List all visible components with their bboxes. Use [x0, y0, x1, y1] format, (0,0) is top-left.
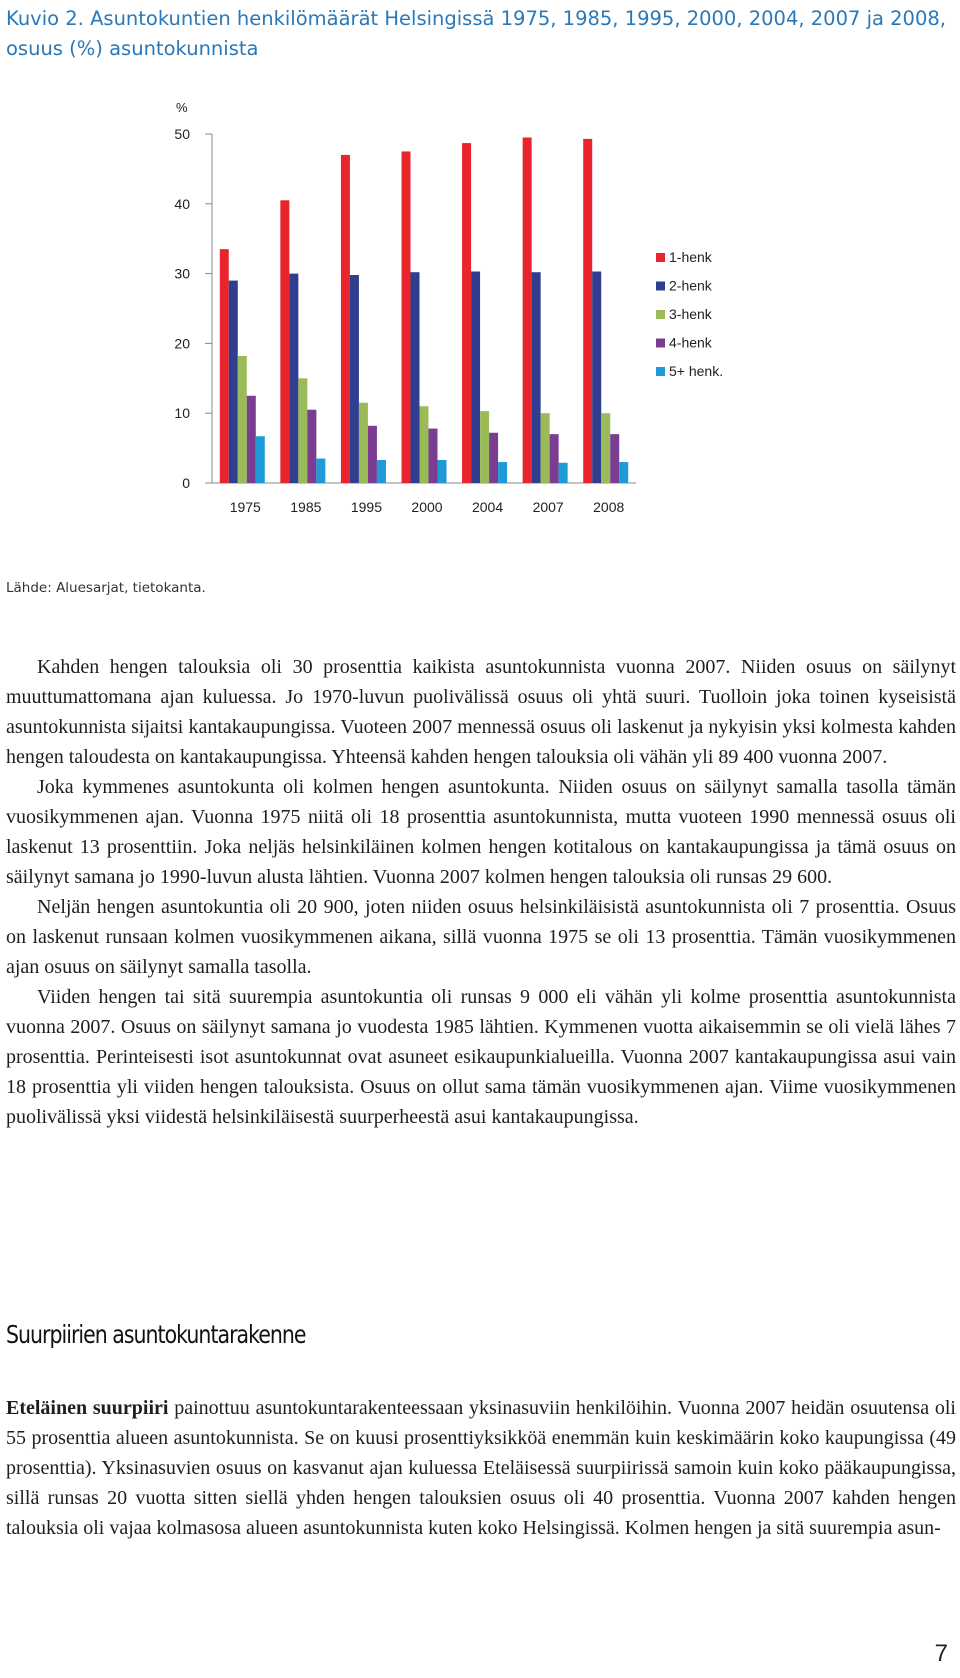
bar-1henk-1995	[341, 155, 350, 483]
bar-5henk-1975	[256, 436, 265, 483]
bar-1henk-2004	[462, 143, 471, 483]
paragraph: Kahden hengen talouksia oli 30 prosenttia kaikista asuntokunnista vuonna 2007. Niiden osuus on säilynyt muuttumattomana ajan kuluessa. Jo 1970-luvun puolivälissä osuus oli yhtä suuri. Tuolloin joka toinen kyseisistä asuntokunnista sijaitsi kantakaupungissa. Vuoteen 2007 mennessä osuus oli laskenut ja nykyisin yksi kolmesta kahden hengen taloudesta on kantakaupungissa. Yhteensä kahden hengen talouksia oli vähän yli 89 400 vuonna 2007.	[6, 656, 956, 768]
legend-swatch	[656, 253, 665, 262]
bar-2henk-1985	[289, 274, 298, 483]
section-heading: Suurpiirien asuntokuntarakenne	[6, 1320, 306, 1349]
legend-label: 3-henk	[669, 306, 712, 322]
bar-3henk-2000	[420, 406, 429, 483]
bar-3henk-2008	[601, 413, 610, 483]
y-tick-label: 10	[174, 405, 190, 422]
x-tick-label: 2000	[411, 499, 443, 515]
bar-5henk-1985	[316, 459, 325, 483]
bar-1henk-2000	[402, 151, 411, 483]
x-tick-label: 2008	[593, 499, 625, 515]
body-text-1	[6, 652, 956, 1132]
bar-chart	[0, 95, 960, 565]
legend-swatch	[656, 339, 665, 348]
bar-2henk-2007	[532, 272, 541, 483]
y-tick-label: 40	[174, 195, 190, 212]
legend-label: 5+ henk.	[669, 363, 724, 379]
x-tick-label: 2007	[532, 499, 564, 515]
chart-source: Lähde: Aluesarjat, tietokanta.	[6, 580, 206, 596]
paragraph: Viiden hengen tai sitä suurempia asuntokuntia oli runsas 9 000 eli vähän yli kolme prosenttia asuntokunnista vuonna 2007. Osuus on säilynyt samana jo vuodesta 1985 lähtien. Kymmenen vuotta aikaisemmin se oli vielä lähes 7 prosenttia. Perinteisesti isot asuntokunnat ovat asuneet esikaupunkialueilla. Vuonna 2007 kantakaupungissa asui vain 18 prosenttia yli viiden hengen talouksista. Osuus on ollut sama tämän vuosikymmenen ajan. Viime vuosikymmenen puolivälissä yksi viidestä helsinkiläisestä suurperheestä asui kantakaupungissa.	[6, 986, 956, 1128]
bar-4henk-1975	[247, 396, 256, 483]
bar-4henk-2000	[429, 429, 438, 483]
bar-5henk-2000	[438, 460, 447, 483]
bar-1henk-2007	[523, 137, 532, 483]
legend-label: 1-henk	[669, 249, 712, 265]
page-number: 7	[934, 1640, 948, 1667]
bar-2henk-2000	[411, 272, 420, 483]
bar-5henk-2007	[559, 463, 568, 483]
paragraph-bold-lead: Eteläinen suurpiiri	[6, 1397, 169, 1419]
bar-1henk-2008	[583, 139, 592, 483]
chart-legend	[656, 249, 723, 379]
chart-bars	[220, 137, 628, 483]
bar-5henk-2008	[619, 462, 628, 483]
y-tick-label: 0	[182, 475, 190, 491]
figure-caption: Kuvio 2. Asuntokuntien henkilömäärät Helsingissä 1975, 1985, 1995, 2000, 2004, 2007 ja 2008, osuus (%) asuntokunnista	[6, 7, 946, 60]
y-tick-label: 20	[174, 335, 190, 352]
x-tick-label: 1985	[290, 499, 322, 515]
bar-4henk-2008	[610, 434, 619, 483]
legend-label: 4-henk	[669, 334, 712, 351]
bar-4henk-1985	[307, 410, 316, 483]
x-tick-label: 1975	[229, 499, 261, 515]
bar-2henk-1975	[229, 281, 238, 483]
bar-4henk-1995	[368, 426, 377, 483]
paragraph: Neljän hengen asuntokuntia oli 20 900, joten niiden osuus helsinkiläisistä asuntokunnista oli 7 prosenttia. Osuus on laskenut runsaan kolmen vuosikymmenen aikana, sillä vuonna 1975 se oli 13 prosenttia. Tämän vuosikymmenen ajan osuus on säilynyt samalla tasolla.	[6, 896, 956, 978]
bar-3henk-1985	[298, 378, 307, 483]
bar-1henk-1975	[220, 249, 229, 483]
x-tick-label: 1995	[350, 499, 383, 515]
paragraph-text: painottuu asuntokuntarakenteessaan yksinasuviin henkilöihin. Vuonna 2007 heidän osuutensa oli 55 prosenttia alueen asuntokunnista. Se on kuusi prosenttiyksikköä enemmän kuin keskimäärin koko kaupungissa (49 prosenttia). Yksinasuvien osuus on kasvanut ajan kuluessa Eteläisessä suurpiirissä samoin kuin koko pääkaupungissa, sillä runsas 20 vuotta sitten siellä yhden hengen talouksien osuus oli 40 prosenttia. Vuonna 2007 kahden hengen talouksia oli vajaa kolmasosa alueen asuntokunnista kuten koko Helsingissä. Kolmen hengen ja sitä suurempia asun-	[6, 1397, 956, 1539]
bar-5henk-2004	[498, 462, 507, 483]
y-tick-label: 30	[174, 265, 190, 282]
bar-2henk-2004	[471, 272, 480, 483]
x-tick-label: 2004	[471, 499, 504, 515]
paragraph: Joka kymmenes asuntokunta oli kolmen hengen asuntokunta. Niiden osuus on säilynyt samalla tasolla tämän vuosikymmenen ajan. Vuonna 1975 niitä oli 18 prosenttia asuntokunnista, mutta vuoteen 1990 mennessä osuus oli laskenut 13 prosenttiin. Joka neljäs helsinkiläinen kolmen hengen kotitalous on kantakaupungissa ja tämä osuus on säilynyt samana jo 1990-luvun alusta lähtien. Vuonna 2007 kolmen hengen talouksia oli runsas 29 600.	[6, 776, 956, 888]
bar-2henk-2008	[592, 272, 601, 483]
bar-2henk-1995	[350, 275, 359, 483]
legend-swatch	[656, 310, 665, 319]
bar-4henk-2007	[550, 434, 559, 483]
paragraph	[6, 1393, 956, 1543]
bar-4henk-2004	[489, 433, 498, 483]
legend-swatch	[656, 282, 665, 291]
bar-3henk-1995	[359, 403, 368, 483]
bar-3henk-1975	[238, 356, 247, 483]
y-axis-label: %	[176, 100, 188, 115]
bar-3henk-2007	[541, 413, 550, 483]
body-text-2	[6, 1393, 956, 1543]
legend-label: 2-henk	[669, 277, 712, 294]
bar-1henk-1985	[280, 200, 289, 483]
y-tick-label: 50	[174, 126, 190, 142]
bar-3henk-2004	[480, 411, 489, 483]
legend-swatch	[656, 367, 665, 376]
bar-5henk-1995	[377, 460, 386, 483]
